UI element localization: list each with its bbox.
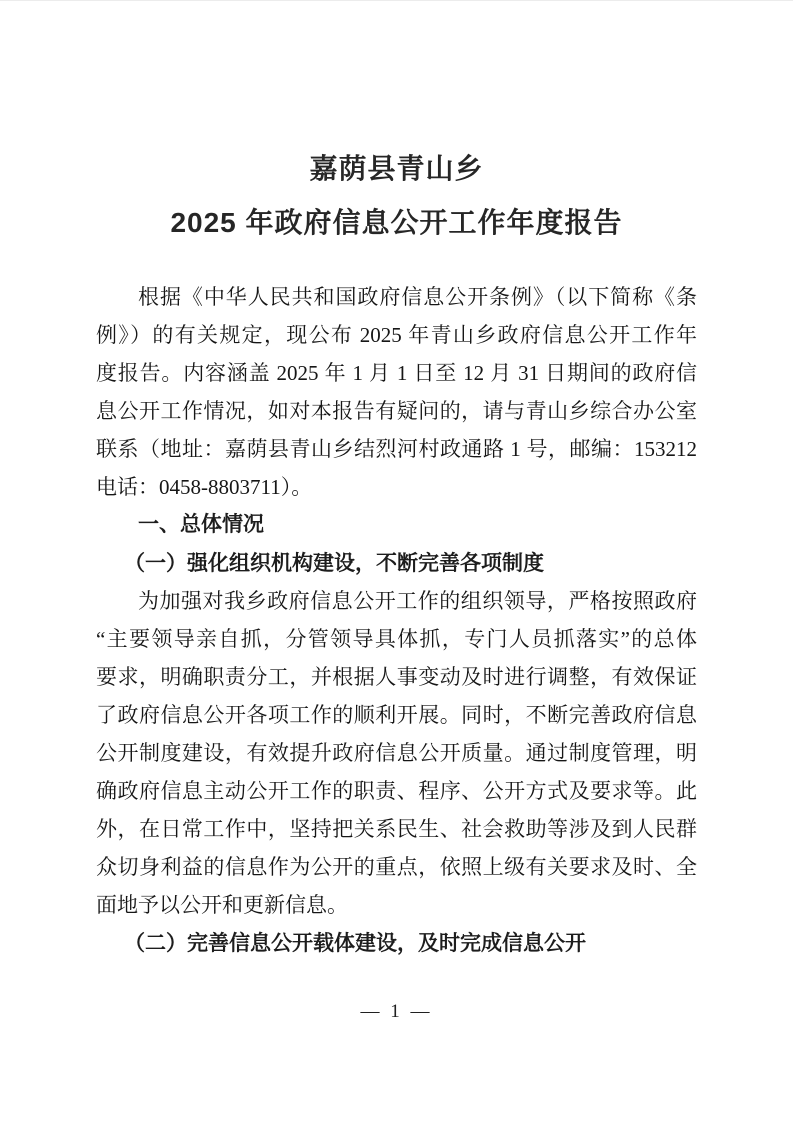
para-line-7: 外，在日常工作中，坚持把关系民生、社会救助等涉及到人民群 bbox=[96, 817, 697, 841]
document-title bbox=[0, 142, 793, 250]
intro-line-1: 根据《中华人民共和国政府信息公开条例》（以下简称《条 bbox=[138, 285, 697, 309]
intro-line-3: 度报告。内容涵盖 2025 年 1 月 1 日至 12 月 31 日期间的政府信 bbox=[96, 361, 697, 385]
intro-line-4: 息公开工作情况，如对本报告有疑问的，请与青山乡综合办公室 bbox=[96, 399, 697, 423]
intro-line-2: 例》）的有关规定，现公布 2025 年青山乡政府信息公开工作年 bbox=[96, 323, 697, 347]
para-line-3: 要求，明确职责分工，并根据人事变动及时进行调整，有效保证 bbox=[96, 665, 697, 689]
para-line-2: “主要领导亲自抓，分管领导具体抓，专门人员抓落实”的总体 bbox=[96, 627, 697, 651]
document-body bbox=[96, 278, 697, 962]
para-line-6: 确政府信息主动公开工作的职责、程序、公开方式及要求等。此 bbox=[96, 779, 697, 803]
title-line-1: 嘉荫县青山乡 bbox=[309, 153, 484, 184]
subsection-2-heading: （二）完善信息公开载体建设，及时完成信息公开 bbox=[124, 931, 586, 955]
para-line-4: 了政府信息公开各项工作的顺利开展。同时，不断完善政府信息 bbox=[96, 703, 697, 727]
page-number: — 1 — bbox=[360, 1001, 433, 1022]
subsection-1-heading: （一）强化组织机构建设，不断完善各项制度 bbox=[124, 551, 544, 575]
section-1-heading: 一、总体情况 bbox=[138, 513, 264, 536]
para-line-8: 众切身利益的信息作为公开的重点，依照上级有关要求及时、全 bbox=[96, 855, 697, 879]
intro-line-6: 电话：0458-8803711）。 bbox=[96, 475, 313, 499]
para-line-1: 为加强对我乡政府信息公开工作的组织领导，严格按照政府 bbox=[138, 589, 697, 613]
para-line-9: 面地予以公开和更新信息。 bbox=[96, 893, 348, 917]
title-line-2: 2025 年政府信息公开工作年度报告 bbox=[170, 207, 623, 238]
para-line-5: 公开制度建设，有效提升政府信息公开质量。通过制度管理，明 bbox=[96, 741, 697, 765]
intro-line-5: 联系（地址：嘉荫县青山乡结烈河村政通路 1 号，邮编：153212 bbox=[96, 437, 697, 461]
